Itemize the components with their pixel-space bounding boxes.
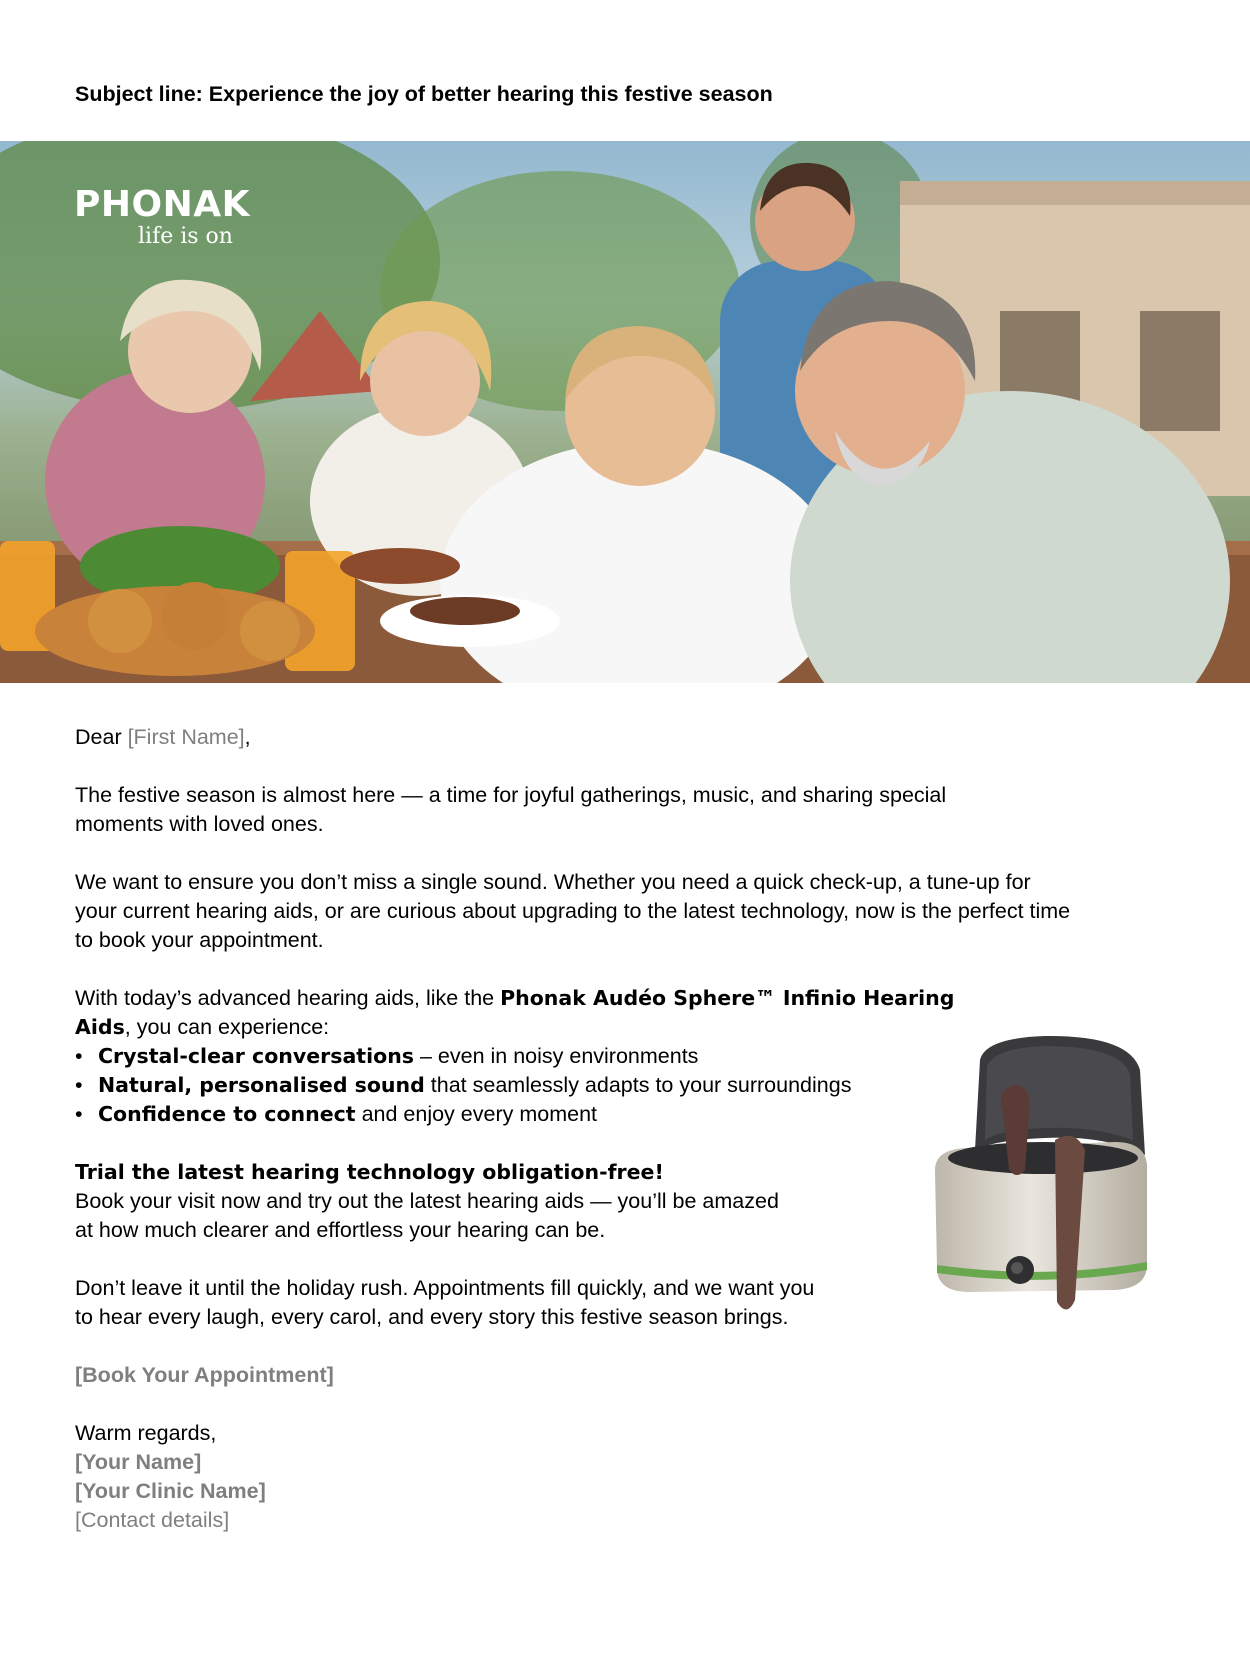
clinic-name-placeholder: [Your Clinic Name] xyxy=(75,1479,266,1503)
phonak-logo xyxy=(74,185,250,249)
benefit-text: that seamlessly adapts to your surroundings xyxy=(424,1073,852,1097)
charger-case-illustration xyxy=(925,1030,1165,1320)
benefit-text: and enjoy every moment xyxy=(355,1102,597,1126)
trial-heading: Trial the latest hearing technology obligation-free! xyxy=(75,1160,664,1184)
benefit-text: – even in noisy environments xyxy=(414,1044,699,1068)
greeting-prefix: Dear xyxy=(75,725,128,749)
book-appointment-link[interactable]: [Book Your Appointment] xyxy=(75,1363,334,1387)
logo-tagline: life is on xyxy=(138,224,233,249)
intro-prefix: With today’s advanced hearing aids, like the xyxy=(75,986,501,1010)
rush-line-2: to hear every laugh, every carol, and every story this festive season brings. xyxy=(75,1305,789,1329)
hearing-aid-charger-image xyxy=(925,1030,1165,1320)
paragraph-intro xyxy=(75,984,955,1042)
intro-suffix: , you can experience: xyxy=(124,1015,330,1039)
subject-line: Subject line: Experience the joy of better hearing this festive season xyxy=(75,82,773,106)
benefit-title: Confidence to connect xyxy=(98,1102,356,1126)
trial-line-1: Book your visit now and try out the latest hearing aids — you’ll be amazed xyxy=(75,1189,779,1213)
rush-line-1: Don’t leave it until the holiday rush. Appointments fill quickly, and we want you xyxy=(75,1276,815,1300)
bullet-icon: • xyxy=(75,1073,83,1097)
product-name: Phonak Audéo Sphere™ Infinio Hearing Aids xyxy=(75,986,955,1039)
greeting-suffix: , xyxy=(244,725,251,749)
your-name-placeholder: [Your Name] xyxy=(75,1450,202,1474)
logo-wordmark: PHONAK xyxy=(74,184,251,225)
contact-details-placeholder: [Contact details] xyxy=(75,1508,230,1532)
trial-line-2: at how much clearer and effortless your hearing can be. xyxy=(75,1218,606,1242)
greeting xyxy=(75,723,1085,752)
sign-off: Warm regards, xyxy=(75,1421,217,1445)
paragraph-festive: The festive season is almost here — a time for joyful gatherings, music, and sharing special moments with loved ones. xyxy=(75,783,947,836)
benefit-title: Natural, personalised sound xyxy=(98,1073,425,1097)
bullet-icon: • xyxy=(75,1102,83,1126)
benefit-title: Crystal-clear conversations xyxy=(98,1044,414,1068)
hero-photo xyxy=(0,141,1250,683)
paragraph-ensure: We want to ensure you don’t miss a single sound. Whether you need a quick check-up, a tune-up for your current hearing aids, or are curious about upgrading to the latest technology, now is the perfect time to book your appointment. xyxy=(75,870,1071,952)
bullet-icon: • xyxy=(75,1044,83,1068)
first-name-placeholder: [First Name] xyxy=(127,725,245,749)
